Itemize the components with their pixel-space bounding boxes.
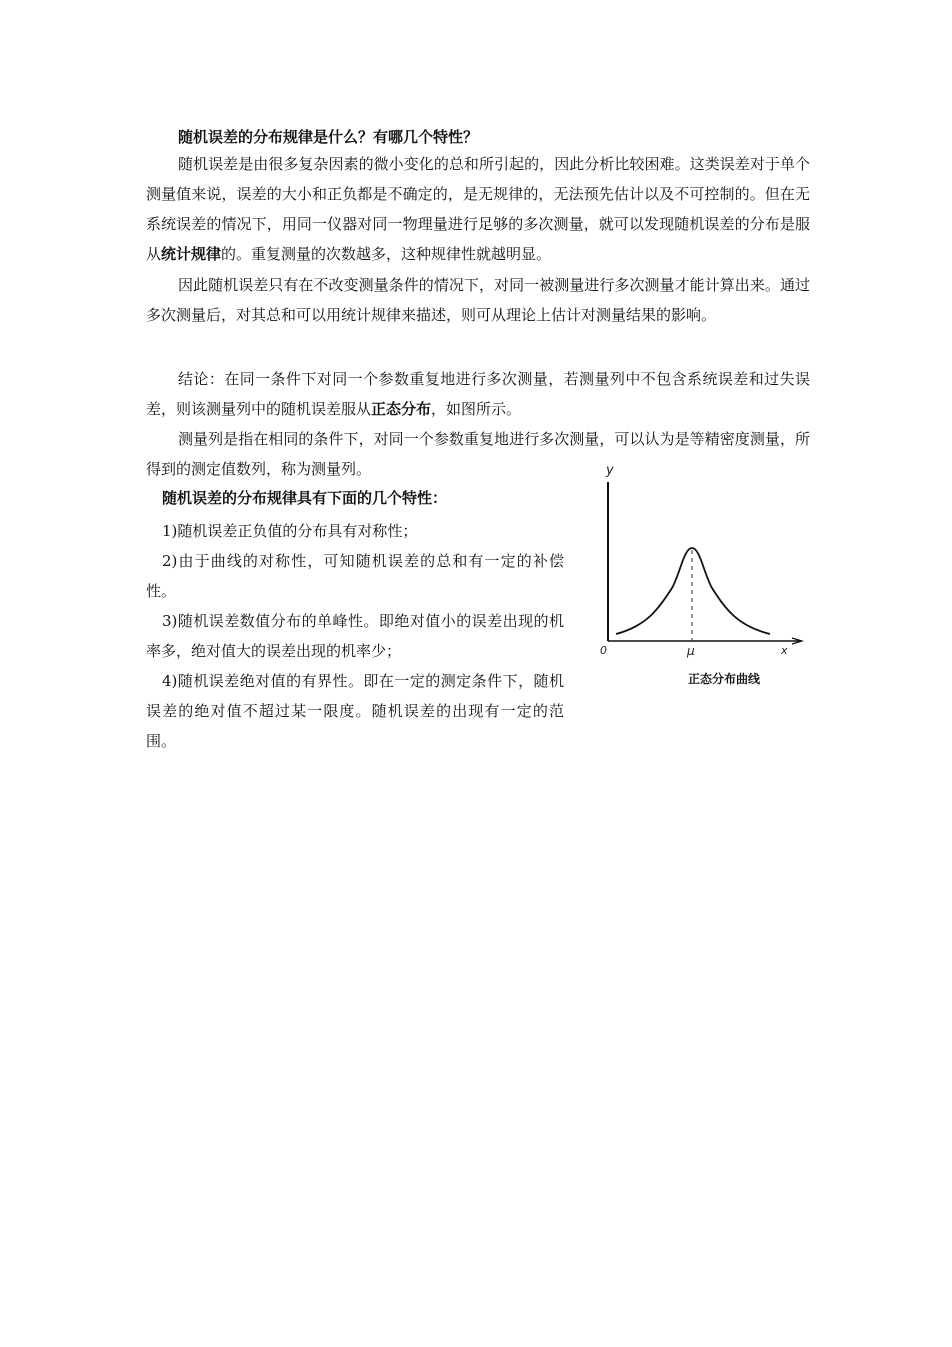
paragraph-conclusion — [146, 364, 810, 424]
property-item: 3)随机误差数值分布的单峰性。即绝对值小的误差出现的机率多，绝对值大的误差出现的机率少； — [146, 612, 564, 660]
normal-distribution-figure — [596, 460, 810, 696]
paragraph-multiple-measurements — [146, 270, 810, 330]
property-item: 4)随机误差绝对值的有界性。即在一定的测定条件下，随机误差的绝对值不超过某一限度。随机误差的出现有一定的范围。 — [146, 672, 564, 750]
origin-label: 0 — [600, 644, 607, 657]
paragraph-random-error-intro — [146, 149, 810, 269]
question-heading: 随机误差的分布规律是什么？有哪几个特性？ — [178, 128, 479, 146]
figure-caption: 正态分布曲线 — [688, 672, 761, 686]
paragraph-text: ，如图所示。 — [431, 400, 522, 418]
property-item: 1)随机误差正负值的分布具有对称性； — [162, 522, 418, 540]
normal-curve-graphic — [596, 460, 810, 660]
property-item: 2)由于曲线的对称性，可知随机误差的总和有一定的补偿性。 — [146, 552, 564, 600]
y-axis-label: y — [606, 463, 614, 478]
bell-curve — [616, 548, 770, 634]
mean-label: μ — [687, 644, 695, 658]
properties-heading: 随机误差的分布规律具有下面的几个特性： — [162, 489, 448, 507]
paragraph-text: 因此随机误差只有在不改变测量条件的情况下，对同一被测量进行多次测量才能计算出来。通过多次测量后，对其总和可以用统计规律来描述，则可从理论上估计对测量结果的影响。 — [146, 276, 810, 324]
paragraph-text: 的。重复测量的次数越多，这种规律性就越明显。 — [221, 245, 552, 263]
bold-term-statistical-law: 统计规律 — [161, 245, 222, 263]
paragraph-text: 测量列是指在相同的条件下，对同一个参数重复地进行多次测量，可以认为是等精密度测量，所得到的测定值数列，称为测量列。 — [146, 430, 810, 478]
paragraph-text: 结论：在同一条件下对同一个参数重复地进行多次测量，若测量列中不包含系统误差和过失误差，则该测量列中的随机误差服从 — [146, 370, 810, 418]
x-axis-label: x — [781, 644, 788, 657]
paragraph-text: 随机误差是由很多复杂因素的微小变化的总和所引起的，因此分析比较困难。这类误差对于单个测量值来说，误差的大小和正负都是不确定的，是无规律的，无法预先估计以及不可控制的。但在无系统误差的情况下，用同一仪器对同一物理量进行足够的多次测量，就可以发现随机误差的分布是服从 — [146, 155, 810, 263]
bold-term-normal-distribution: 正态分布 — [371, 400, 432, 418]
properties-list — [146, 516, 564, 756]
